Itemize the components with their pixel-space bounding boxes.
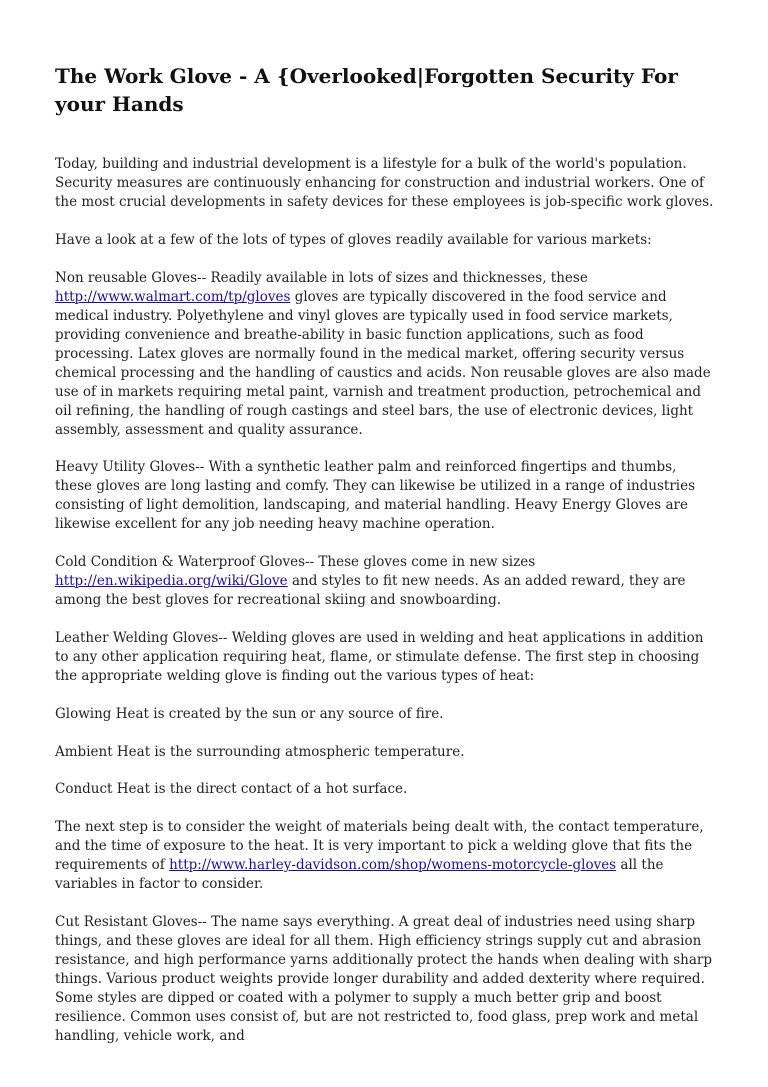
document-page	[55, 0, 715, 1065]
paragraph-text: The next step is to consider the weight of materials being dealt with, the contact temperature, and the time of exposure to the heat. It is very important to pick a welding glove that fits the requirements of	[55, 819, 704, 874]
paragraph-welding-gloves: Leather Welding Gloves-- Welding gloves are used in welding and heat applications in addition to any other application requiring heat, flame, or stimulate defense. The first step in choosing the appropriate welding glove is finding out the various types of heat:	[55, 629, 704, 684]
wikipedia-glove-link[interactable]: http://en.wikipedia.org/wiki/Glove	[55, 573, 288, 590]
paragraph-conduct-heat: Conduct Heat is the direct contact of a hot surface.	[55, 781, 408, 798]
paragraph-heavy-utility-gloves: Heavy Utility Gloves-- With a synthetic leather palm and reinforced fingertips and thumbs, these gloves are long lasting and comfy. They can likewise be utilized in a range of industries consisting of light demolition, landscaping, and material handling. Heavy Energy Gloves are likewise excellent for any job needing heavy machine operation.	[55, 459, 696, 533]
paragraph-text: Cold Condition & Waterproof Gloves-- These gloves come in new sizes	[55, 554, 536, 571]
paragraph-text: and styles to fit new needs. As an added reward, they are among the best gloves for recreational skiing and snowboarding.	[55, 573, 686, 609]
paragraph-disposable-gloves	[55, 269, 715, 440]
paragraph-text: Non reusable Gloves-- Readily available in lots of sizes and thicknesses, these	[55, 269, 588, 286]
paragraph-next-step	[55, 818, 715, 894]
paragraph-ambient-heat: Ambient Heat is the surrounding atmospheric temperature.	[55, 743, 465, 760]
paragraph-glowing-heat: Glowing Heat is created by the sun or any source of fire.	[55, 705, 444, 722]
paragraph-glove-types: Have a look at a few of the lots of types of gloves readily available for various markets:	[55, 231, 652, 248]
paragraph-cut-resistant-gloves: Cut Resistant Gloves-- The name says everything. A great deal of industries need using sharp things, and these gloves are ideal for all them. High efficiency strings supply cut and abrasion resistance, and high performance yarns additionally protect the hands when dealing with sharp things. Various product weights provide longer durability and added dexterity where required. Some styles are dipped or coated with a polymer to supply a much better grip and boost resilience. Common uses consist of, but are not restricted to, food glass, prep work and metal handling, vehicle work, and	[55, 913, 712, 1044]
paragraph-text: all the variables in factor to consider.	[55, 857, 664, 893]
paragraph-text: gloves are typically discovered in the food service and medical industry. Polyethylene and vinyl gloves are typically used in food service markets, providing convenience and breathe-ability in basic function applications, such as food processing. Latex gloves are normally found in the medical market, offering security versus chemical processing and the handling of caustics and acids. Non reusable gloves are also made use of in markets requiring metal paint, varnish and treatment production, petrochemical and oil refining, the handling of rough castings and steel bars, the use of electronic devices, light assembly, assessment and quality assurance.	[55, 288, 711, 438]
harley-davidson-gloves-link[interactable]: http://www.harley-davidson.com/shop/womens-motorcycle-gloves	[169, 857, 617, 874]
paragraph-cold-waterproof-gloves	[55, 553, 715, 610]
document-title: The Work Glove - A {Overlooked|Forgotten Security For your Hands	[55, 64, 678, 116]
paragraph-intro: Today, building and industrial development is a lifestyle for a bulk of the world's population. Security measures are continuously enhancing for construction and industrial workers. One of the most crucial developments in safety devices for these employees is job-specific work gloves.	[55, 156, 714, 210]
walmart-gloves-link[interactable]: http://www.walmart.com/tp/gloves	[55, 288, 291, 305]
